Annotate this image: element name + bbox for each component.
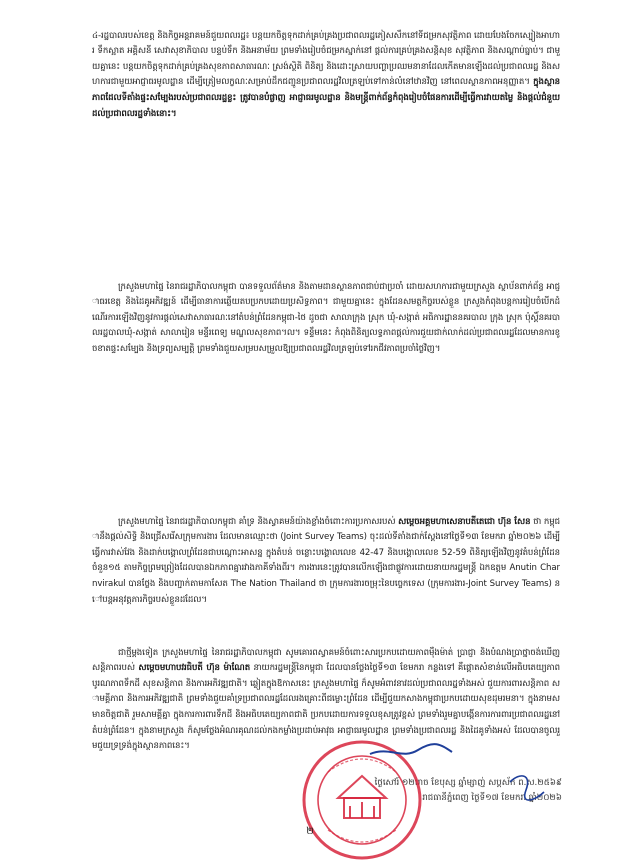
paragraph-ministry-of-interior xyxy=(92,280,560,513)
paragraph-bold-text: ក្នុងស្ថានភាពដែលទីតាំងផ្ទះសម្បែងរបស់ប្រជាពលរដ្ឋខ្លះ ត្រូវបានបំផ្លាញ អាជ្ញាធរមូលដ្ឋាន និងមន្ត្រីពាក់ព័ន្ធកំពុងរៀបចំផែនការដើម្បីធ្វើការវាយតម្លៃ និងផ្តល់ជំនួយដល់ប្រជាពលរដ្ឋទាំងនោះ។ xyxy=(92,77,560,119)
paragraph-joint-survey-teams xyxy=(92,515,560,643)
paragraph-bold-text: សម្តេចអគ្គមហាសេនាបតីតេជោ ហ៊ុន សែន xyxy=(398,516,531,527)
paragraph-text: ក្រសួងមហាផ្ទៃ នៃរាជរដ្ឋាភិបាលកម្ពុជា បានទទួលព័ត៌មាន និងតាមដានស្ថានភាពជាប់ជាប្រចាំ ដោយសហការជាមួយក្រសួង ស្ថាប័នពាក់ព័ន្ធ អាជ្ញាធរខេត្ត និងដៃគូអភិវឌ្ឍន៍ ដើម្បីធានាការឆ្លើយតបប្រកបដោយប្រសិទ្ធភាព។ ជាមួយគ្នានេះ ក្នុងដែនសមត្ថកិច្ចរបស់ខ្លួន ក្រសួងកំពុងបន្តការរៀបចំបើកដំណើរការឡើងវិញនូវការផ្តល់សេវាសាធារណៈនៅតំបន់ព្រំដែនកម្ពុជា-ថៃ ដូចជា សាលាក្រុង ស្រុក ឃុំ-សង្កាត់ អធិការដ្ឋាននគរបាល ក្រុង ស្រុក ប៉ុស្តិ៍នគរបាលរដ្ឋបាលឃុំ-សង្កាត់ សាលារៀន មន្ទីរពេទ្យ មណ្ឌលសុខភាព។ល។ ទន្ទឹមនេះ កំពុងពិនិត្យលទ្ធភាពផ្តល់ការជួយជាក់លាក់ដល់ប្រជាពលរដ្ឋដែលមានការខូចខាតផ្ទះសម្បែង និងទ្រព្យសម្បត្តិ ព្រមទាំងជួយសម្របសម្រួលឱ្យប្រជាពលរដ្ឋវិលត្រឡប់ទៅរកជីវភាពប្រចាំថ្ងៃវិញ។ xyxy=(92,281,560,354)
lunar-date: ថ្ងៃសៅរ៍ ១២រោច ខែបុស្ស ឆ្នាំម្សាញ់ សប្តស័ក ព.ស.២៥៦៩ xyxy=(374,778,562,788)
paragraph-text: ៤-រដ្ឋបាលរបស់ខេត្ត និងកិច្ចអន្តរាគមន៍ជួយពលរដ្ឋ៖ បន្តយកចិត្តទុកដាក់គ្រប់គ្រងប្រជាពលរដ្ឋភៀសសឹកនៅទីជម្រកសុវត្ថិភាព ដោយបែងចែកស្បៀងអាហារ ទឹកស្អាត អគ្គិសនី សេវាសុខាភិបាល បន្ទប់ទឹក និងអនាម័យ ព្រមទាំងរៀបចំជម្រកស្នាក់នៅ ផ្តល់ការគ្រប់គ្រងសន្តិសុខ សុវត្ថិភាព និងសណ្តាប់ធ្នាប់។ ជាមួយគ្នានេះ បន្តយកចិត្តទុកដាក់គ្រប់គ្រងសុខភាពសាធារណៈ ស្រង់ស្ថិតិ ពិនិត្យ និងដោះស្រាយបញ្ហាប្រឈមនានាដែលកើតមានឡើងដល់ប្រជាពលរដ្ឋ និងសហការជាមួយអាជ្ញាធរមូលដ្ឋាន ដើម្បីត្រៀមលក្ខណៈសម្រាប់ដឹកជញ្ជូនប្រជាពលរដ្ឋវិលត្រឡប់ទៅកាន់លំនៅឋានវិញ នៅពេលស្ថានភាពអនុញ្ញាត។ xyxy=(92,30,560,88)
page-number: ២ xyxy=(306,826,314,837)
handwritten-signature xyxy=(360,742,570,842)
paragraph-text: ថា កម្ពុជានឹងផ្តល់សិទ្ធិ និងជ្រើសរើសក្រុមការងារ ដែលមានឈ្មោះថា (Joint Survey Teams) ចុះដល់ទីតាំងជាក់ស្តែងនៅថ្ងៃទី១៣ ខែមករា ឆ្នាំ២០២៦ ដើម្បីធ្វើការវាស់វែង និងដាក់បង្គោលព្រំដែនជាបណ្តោះអាសន្ន ក្នុងតំបន់ ចន្លោះបង្គោលលេខ 42-47 និងបង្គោលលេខ 52-59 ពិនិត្យឡើងវិញនូវតំបន់ព្រំដែនចំនួន១៥ តាមកិច្ចព្រមព្រៀងដែលបានឯកភាពគ្នារវាងភាគីទាំងពីរ។ ការងារនេះត្រូវបានលើកឡើងជាផ្លូវការដោយនាយករដ្ឋមន្ត្រី ឯកឧត្តម Anutin Charnvirakul បានថ្លែង និងបញ្ជាក់តាមកាសែត The Nation Thailand ថា ក្រុមការងារចម្រុះនៃបច្ចេកទេស (ក្រុមការងារ-Joint Survey Teams) នៅបន្តអនុវត្តភារកិច្ចរបស់ខ្លួនដដែល។ xyxy=(92,516,560,605)
paragraph-text: ក្រសួងមហាផ្ទៃ នៃរាជរដ្ឋាភិបាលកម្ពុជា គាំទ្រ និងស្វាគមន៍យ៉ាងខ្លាំងចំពោះការប្រកាសរបស់ xyxy=(118,516,399,527)
paragraph-bold-text: សម្តេចមហាបវរធិបតី ហ៊ុន ម៉ាណែត xyxy=(138,663,251,674)
solar-date: រាជធានីភ្នំពេញ ថ្ងៃទី១៧ ខែមករា ឆ្នាំ២០២៦ xyxy=(422,793,562,803)
paragraph-4-provincial-administration xyxy=(92,29,560,279)
paragraph-text: នាយករដ្ឋមន្ត្រីនៃកម្ពុជា ដែលបានថ្លែងថ្ងៃទី១៣ ខែមករា កន្លងទៅ គឺផ្តោតសំខាន់លើអធិបតេយ្យភាព បូរណភាពទឹកដី សុខសន្តិភាព និងការអភិវឌ្ឍជាតិ។ ឆ្លៀតក្នុងឱកាសនេះ ក្រសួងមហាផ្ទៃ ក៏សូមអំពាវនាវដល់ប្រជាពលរដ្ឋទាំងអស់ ជួយការពារសន្តិភាព សាមគ្គីភាព និងការអភិវឌ្ឍជាតិ ព្រមទាំងជួយគាំទ្រប្រជាពលរដ្ឋដែលរងគ្រោះពីជម្លោះព្រំដែន ដើម្បីជួយកសាងកម្ពុជាប្រកបដោយសុខដុមរមនា។ ក្នុងនាមសមានចិត្តជាតិ រួមសាមគ្គីគ្នា ក្នុងការការពារទឹកដី និងអធិបតេយ្យភាពជាតិ ប្រកបដោយការទទួលខុសត្រូវខ្ពស់ ព្រមទាំងរួមគ្នាបង្កើនការការពារប្រជាពលរដ្ឋនៅតំបន់ព្រំដែន។ ក្នុងនាមក្រសួង ក៏សូមថ្លែងអំណរគុណដល់កងកម្លាំងប្រដាប់អាវុធ អាជ្ញាធរមូលដ្ឋាន ព្រមទាំងប្រជាពលរដ្ឋ និងដៃគូទាំងអស់ ដែលបានចូលរួមជួយទ្រទ្រង់ក្នុងស្ថានភាពនេះ។ xyxy=(92,663,560,752)
paragraph-text: ជាថ្មីម្តងទៀត ក្រសួងមហាផ្ទៃ នៃរាជរដ្ឋាភិបាលកម្ពុជា សូមគោរពស្វាគមន៍ចំពោះសារប្រកបដោយភាពម៉ឺងម៉ាត់ ប្រាជ្ញា និងបំណងប្រាថ្នាចង់ឃើញសន្តិភាពរបស់ xyxy=(92,647,560,674)
